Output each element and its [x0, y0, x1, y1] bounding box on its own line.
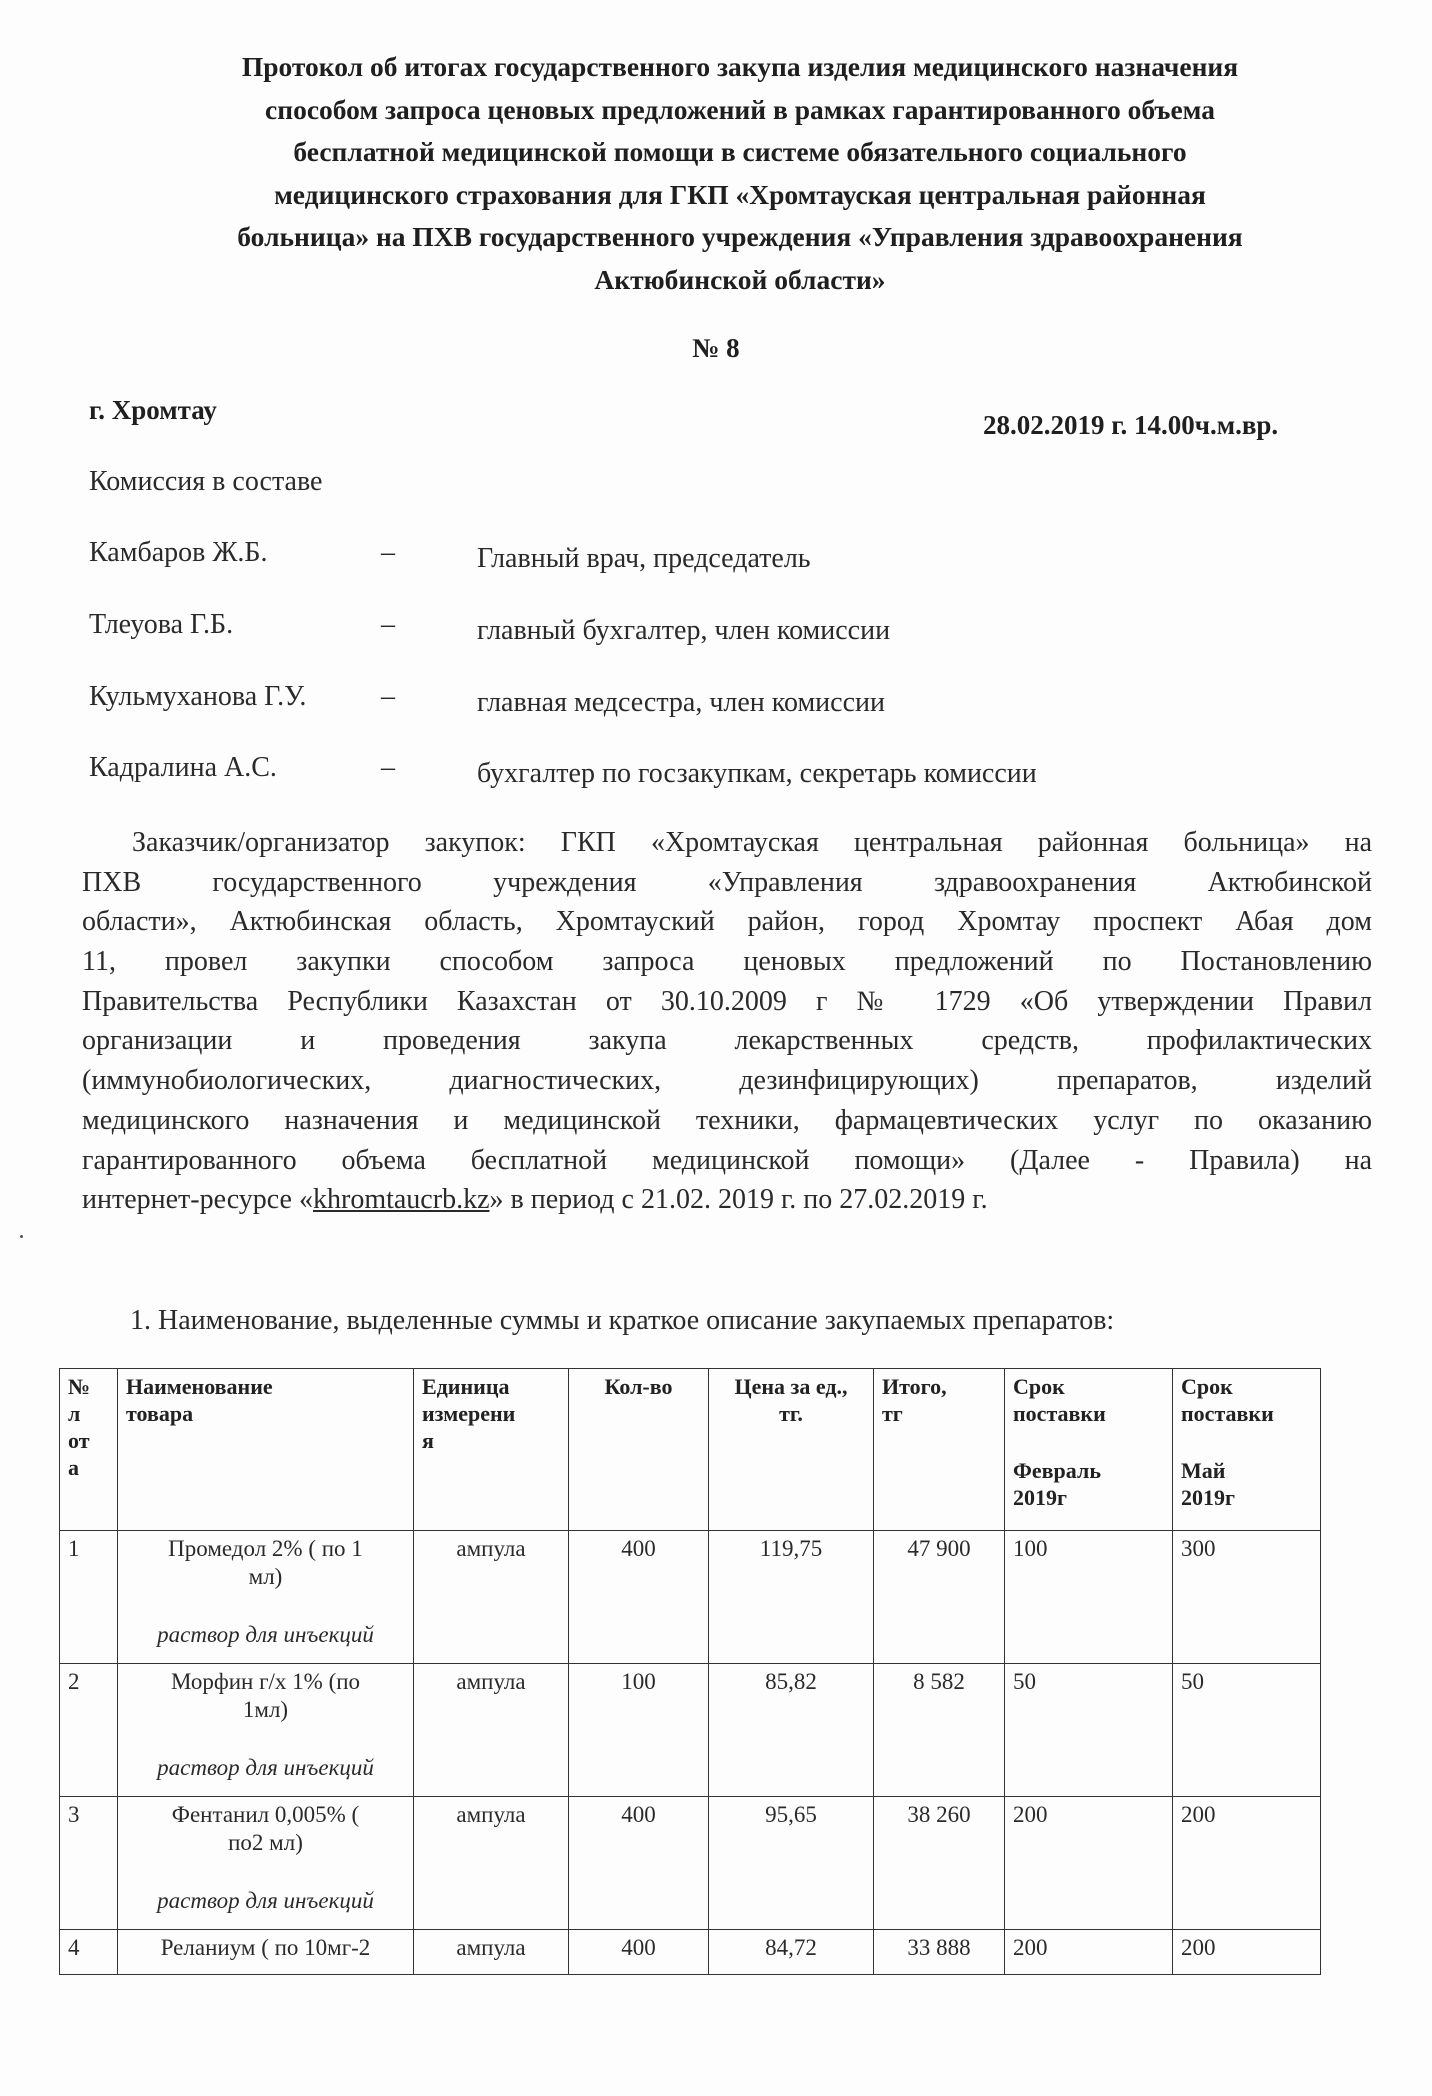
title-line: медицинского страхования для ГКП «Хромтауская центральная районная: [274, 178, 1206, 210]
cell-item-name: Морфин г/х 1% (по 1мл) раствор для инъекций: [118, 1664, 414, 1797]
cell-unit-price: 95,65: [709, 1797, 874, 1930]
paragraph-line: (иммунобиологических, диагностических, дезинфицирующих) препаратов, изделий: [82, 1065, 1372, 1097]
item-form: раствор для инъекций: [157, 1755, 374, 1780]
cell-lot-number: 3: [60, 1797, 118, 1930]
paragraph-line-last: [82, 1180, 1372, 1220]
cell-delivery-may: 50: [1173, 1664, 1321, 1797]
paragraph-line: организации и проведения закупа лекарственных средств, профилактических: [82, 1025, 1372, 1057]
cell-total: 47 900: [874, 1531, 1005, 1664]
commission-member: [89, 609, 1389, 649]
cell-delivery-may: 200: [1173, 1797, 1321, 1930]
website-link[interactable]: khromtaucrb.kz: [313, 1184, 490, 1216]
commission-label: Комиссия в составе: [89, 466, 323, 497]
commission-member: [89, 681, 1389, 721]
member-name: Тлеуова Г.Б.: [89, 609, 234, 640]
paragraph-line: гарантированного объема бесплатной медицинской помощи» (Далее - Правила) на: [82, 1144, 1372, 1176]
cell-item-name: Промедол 2% ( по 1 мл) раствор для инъекций: [118, 1531, 414, 1664]
cell-total: 33 888: [874, 1930, 1005, 1975]
member-name: Камбаров Ж.Б.: [89, 537, 268, 568]
member-role: главная медсестра, член комиссии: [477, 687, 885, 718]
paragraph-line: Правительства Республики Казахстан от 30.10.2009 г № 1729 «Об утверждении Правил: [82, 985, 1372, 1017]
paragraph-line: ПХВ государственного учреждения «Управления здравоохранения Актюбинской: [82, 866, 1372, 898]
header-delivery-may: Срок поставки Май 2019г: [1173, 1369, 1321, 1531]
header-delivery-february: Срок поставки Февраль 2019г: [1005, 1369, 1173, 1531]
cell-lot-number: 2: [60, 1664, 118, 1797]
cell-delivery-february: 100: [1005, 1531, 1173, 1664]
cell-delivery-may: 300: [1173, 1531, 1321, 1664]
table-row: [60, 1664, 1321, 1797]
customer-paragraph: [82, 823, 1372, 1220]
table-header-row: [60, 1369, 1321, 1531]
cell-item-name: Реланиум ( по 10мг-2: [118, 1930, 414, 1975]
header-unit-price: Цена за ед., тг.: [709, 1369, 874, 1531]
cell-delivery-february: 200: [1005, 1930, 1173, 1975]
cell-unit: ампула: [414, 1531, 569, 1664]
title-line: бесплатной медицинской помощи в системе обязательного социального: [293, 136, 1187, 167]
item-form: раствор для инъекций: [157, 1622, 374, 1647]
title-line: Актюбинской области»: [594, 263, 886, 295]
protocol-number: № 8: [692, 333, 740, 363]
title-line: способом запроса ценовых предложений в рамках гарантированного объема: [265, 93, 1215, 125]
member-dash: –: [381, 537, 395, 568]
item-form: раствор для инъекций: [157, 1888, 374, 1913]
cell-unit-price: 85,82: [709, 1664, 874, 1797]
cell-delivery-may: 200: [1173, 1930, 1321, 1975]
document-title: [120, 46, 1360, 301]
paragraph-line: области», Актюбинская область, Хромтауский район, город Хромтау проспект Абая дом: [82, 906, 1372, 938]
commission-member: [89, 537, 1389, 577]
member-dash: –: [381, 752, 395, 783]
member-role: Главный врач, председатель: [477, 543, 811, 574]
cell-item-name: Фентанил 0,005% ( по2 мл) раствор для инъекций: [118, 1797, 414, 1930]
cell-quantity: 400: [569, 1531, 709, 1664]
header-lot-number: № л от а: [60, 1369, 118, 1531]
paragraph-text: » в период с 21.02. 2019 г. по 27.02.2019 г.: [489, 1184, 988, 1216]
member-role: главный бухгалтер, член комиссии: [477, 615, 891, 646]
member-dash: –: [381, 609, 395, 640]
cell-quantity: 100: [569, 1664, 709, 1797]
city: г. Хромтау: [89, 395, 217, 425]
paragraph-line: Заказчик/организатор закупок: ГКП «Хромтауская центральная районная больница» на: [132, 827, 1372, 858]
member-name: Кадралина А.С.: [89, 752, 277, 783]
header-quantity: Кол-во: [569, 1369, 709, 1531]
cell-lot-number: 4: [60, 1930, 118, 1975]
cell-total: 8 582: [874, 1664, 1005, 1797]
protocol-datetime: 28.02.2019 г. 14.00ч.м.вр.: [983, 410, 1279, 440]
cell-unit-price: 84,72: [709, 1930, 874, 1975]
title-line: больница» на ПХВ государственного учреждения «Управления здравоохранения: [237, 221, 1243, 252]
member-dash: –: [381, 681, 395, 712]
cell-delivery-february: 50: [1005, 1664, 1173, 1797]
table-row: [60, 1797, 1321, 1930]
paragraph-line: 11, провел закупки способом запроса ценовых предложений по Постановлению: [82, 946, 1372, 978]
section-heading: 1. Наименование, выделенные суммы и краткое описание закупаемых препаратов:: [130, 1305, 1115, 1336]
header-unit: Единица измерени я: [414, 1369, 569, 1531]
title-line: Протокол об итогах государственного закупа изделия медицинского назначения: [241, 51, 1239, 82]
cell-unit: ампула: [414, 1797, 569, 1930]
scan-dot: [20, 1235, 23, 1238]
member-name: Кульмуханова Г.У.: [89, 681, 307, 712]
lots-table: [59, 1368, 1321, 1975]
cell-unit: ампула: [414, 1930, 569, 1975]
cell-quantity: 400: [569, 1930, 709, 1975]
cell-delivery-february: 200: [1005, 1797, 1173, 1930]
header-item-name: Наименование товара: [118, 1369, 414, 1531]
paragraph-text: интернет-ресурсе «: [82, 1184, 313, 1216]
cell-lot-number: 1: [60, 1531, 118, 1664]
commission-member: [89, 752, 1389, 792]
cell-quantity: 400: [569, 1797, 709, 1930]
cell-total: 38 260: [874, 1797, 1005, 1930]
member-role: бухгалтер по госзакупкам, секретарь комиссии: [477, 758, 1037, 789]
table-row: [60, 1531, 1321, 1664]
cell-unit: ампула: [414, 1664, 569, 1797]
table-row: [60, 1930, 1321, 1975]
cell-unit-price: 119,75: [709, 1531, 874, 1664]
header-total: Итого, тг: [874, 1369, 1005, 1531]
paragraph-line: медицинского назначения и медицинской техники, фармацевтических услуг по оказанию: [82, 1104, 1372, 1136]
